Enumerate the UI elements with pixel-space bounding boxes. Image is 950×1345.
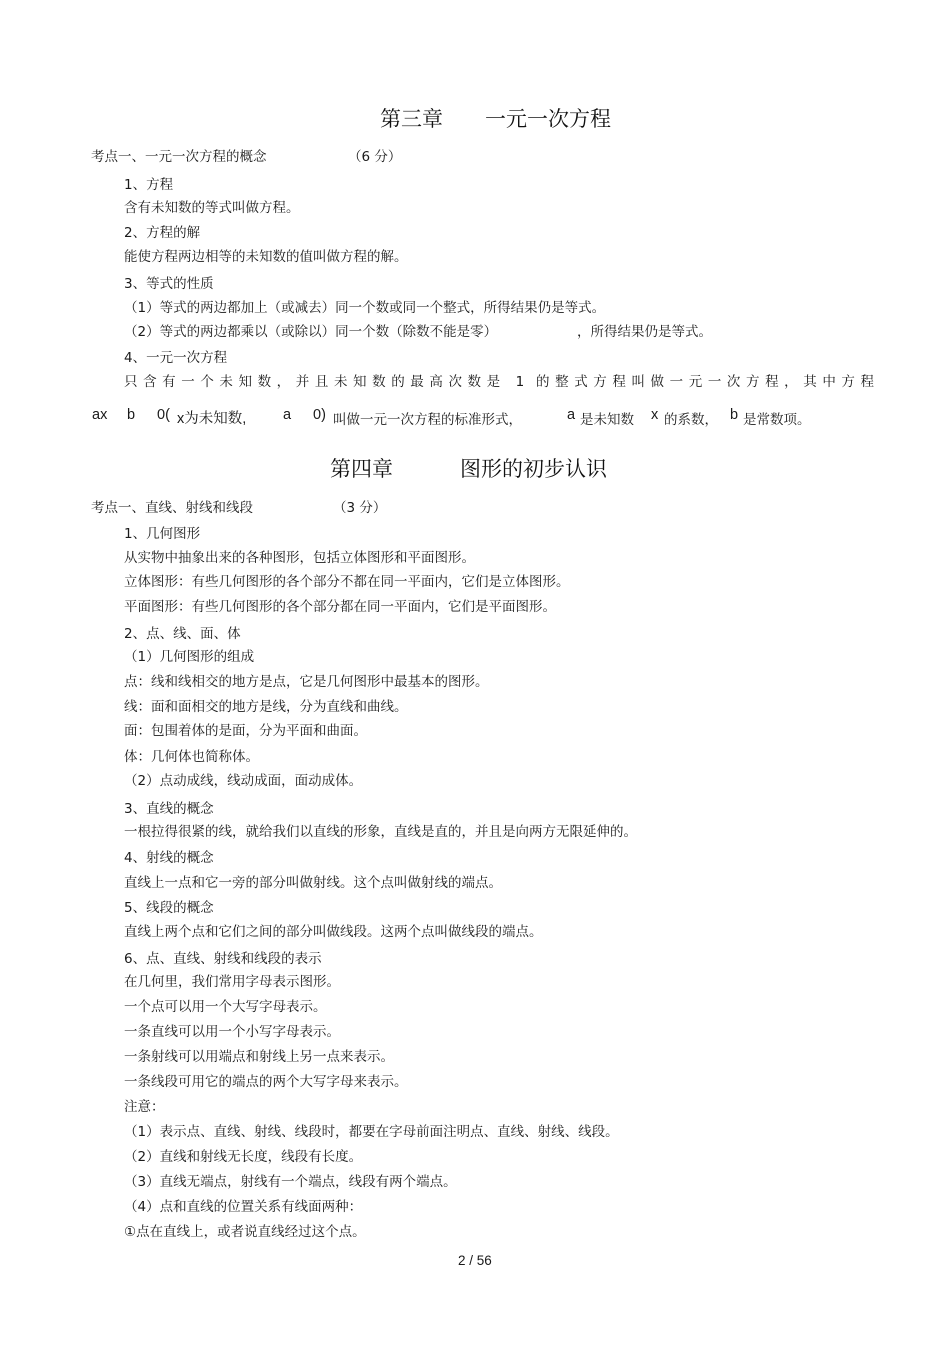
paragraph: 一条线段可用它的端点的两个大写字母来表示。 (124, 1074, 408, 1090)
formula-zero: 0( (157, 407, 170, 423)
paragraph: 能使方程两边相等的未知数的值叫做方程的解。 (124, 249, 408, 265)
paragraph: （1）表示点、直线、射线、线段时，都要在字母前面注明点、直线、射线、线段。 (124, 1124, 619, 1140)
section-heading: 2、点、线、面、体 (124, 626, 241, 642)
paragraph: 含有未知数的等式叫做方程。 (124, 200, 300, 216)
formula-desc3: 的系数， (664, 412, 718, 428)
paragraph: （2）等式的两边都乘以（或除以）同一个数（除数不能是零） (124, 324, 498, 340)
formula-x: x (651, 407, 659, 423)
paragraph: （3）直线无端点，射线有一个端点，线段有两个端点。 (124, 1174, 457, 1190)
paragraph: ①点在直线上，或者说直线经过这个点。 (124, 1224, 366, 1240)
paragraph: 立体图形：有些几何图形的各个部分不都在同一平面内，它们是立体图形。 (124, 574, 570, 590)
paragraph: 直线上两个点和它们之间的部分叫做线段。这两个点叫做线段的端点。 (124, 924, 543, 940)
paragraph: 体：几何体也简称体。 (124, 749, 259, 765)
section-heading: 4、一元一次方程 (124, 350, 228, 366)
chapter-3-number: 第三章 (380, 107, 443, 131)
formula-desc2: 是未知数 (580, 412, 634, 428)
section-heading: 3、直线的概念 (124, 801, 214, 817)
formula-desc4: 是常数项。 (743, 412, 811, 428)
paragraph: （1）几何图形的组成 (124, 649, 255, 665)
section-heading: 4、射线的概念 (124, 850, 214, 866)
paragraph: 一条直线可以用一个小写字母表示。 (124, 1024, 340, 1040)
paragraph-continuation: ，所得结果仍是等式。 (577, 324, 712, 340)
formula-a: a (283, 407, 292, 423)
section-heading: 3、等式的性质 (124, 276, 214, 292)
section-heading: 2、方程的解 (124, 225, 201, 241)
formula-x-note: x为未知数, (177, 411, 247, 427)
formula-ax: ax (92, 407, 108, 423)
paragraph: 从实物中抽象出来的各种图形，包括立体图形和平面图形。 (124, 550, 475, 566)
paragraph: 一根拉得很紧的线，就给我们以直线的形象，直线是直的，并且是向两方无限延伸的。 (124, 824, 637, 840)
page-number: 2 / 56 (458, 1253, 492, 1268)
section-heading: 5、线段的概念 (124, 900, 214, 916)
kaodian-score: （6 分） (348, 149, 402, 165)
formula-zero-close: 0) (313, 407, 326, 423)
paragraph: （2）直线和射线无长度，线段有长度。 (124, 1149, 363, 1165)
formula-b2: b (730, 407, 739, 423)
kaodian-score: （3 分） (333, 500, 387, 516)
formula-a2: a (567, 407, 576, 423)
paragraph: 在几何里，我们常用字母表示图形。 (124, 974, 340, 990)
chapter-4-title: 图形的初步认识 (460, 457, 607, 481)
paragraph: （2）点动成线，线动成面，面动成体。 (124, 773, 363, 789)
formula-b: b (127, 407, 136, 423)
section-heading: 1、方程 (124, 177, 174, 193)
paragraph: 平面图形：有些几何图形的各个部分都在同一平面内，它们是平面图形。 (124, 599, 556, 615)
paragraph: 一条射线可以用端点和射线上另一点来表示。 (124, 1049, 394, 1065)
formula-desc: 叫做一元一次方程的标准形式， (333, 412, 522, 428)
paragraph: 直线上一点和它一旁的部分叫做射线。这个点叫做射线的端点。 (124, 875, 502, 891)
paragraph: （1）等式的两边都加上（或减去）同一个数或同一个整式，所得结果仍是等式。 (124, 300, 606, 316)
paragraph: 一个点可以用一个大写字母表示。 (124, 999, 327, 1015)
paragraph: 点：线和线相交的地方是点，它是几何图形中最基本的图形。 (124, 674, 489, 690)
chapter-3-title: 一元一次方程 (485, 107, 611, 131)
section-heading: 6、点、直线、射线和线段的表示 (124, 951, 322, 967)
chapter-4-number: 第四章 (330, 457, 393, 481)
paragraph: （4）点和直线的位置关系有线面两种： (124, 1199, 363, 1215)
kaodian-label: 考点一、直线、射线和线段 (91, 500, 253, 516)
paragraph: 线：面和面相交的地方是线，分为直线和曲线。 (124, 699, 408, 715)
kaodian-label: 考点一、一元一次方程的概念 (91, 149, 267, 165)
paragraph: 面：包围着体的是面，分为平面和曲面。 (124, 723, 367, 739)
section-heading: 1、几何图形 (124, 526, 201, 542)
note-label: 注意： (124, 1099, 165, 1115)
paragraph-justified: 只含有一个未知数，并且未知数的最高次数是 1 的整式方程叫做一元一次方程，其中方程 (124, 374, 876, 390)
